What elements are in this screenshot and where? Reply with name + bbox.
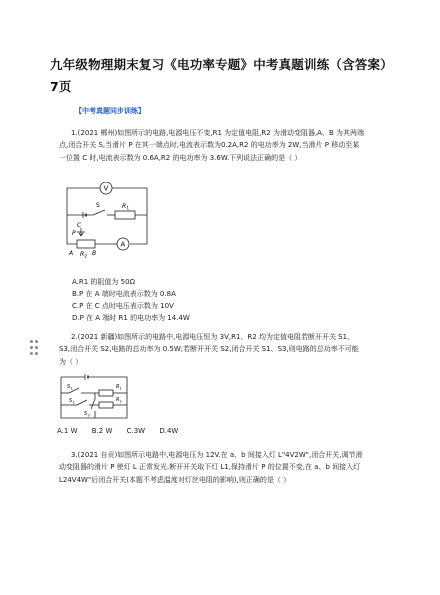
q1-r1-sub: 1 (126, 205, 130, 211)
q2-circuit-diagram (55, 373, 135, 423)
q2-s1-label: S (67, 384, 71, 390)
q1-r1-label: R (122, 203, 127, 210)
q1-voltmeter-label: V (103, 184, 109, 193)
section-label: 【中考真题同步训练】 (75, 107, 145, 115)
q1-a-end-label: A (69, 250, 74, 257)
q1-r2-label: R (80, 251, 85, 258)
q2-s2-label: S (69, 398, 73, 404)
q1-option-c: C.P 在 C 点时电压表示数为 10V (72, 302, 174, 310)
q2-option-d: D.4W (159, 427, 179, 435)
drag-handle-icon[interactable] (30, 340, 40, 356)
question-1-text: 1.(2021 郴州)如图所示的电路,电源电压不变,R1 为定值电阻,R2 为滑动变阻器,A、B 为其两端点,闭合开关 S,当滑片 P 在其一端点时,电流表示数为0.2A,R2 的电功率为 2W,当滑片 P 移动至某一位置 C 时,电流表示数为 0.6A,R2 的电功率为 3.6W.下列说法正确的是（ ） (59, 129, 364, 162)
q2-s3-label: S (84, 411, 88, 417)
q2-s3-sub: 3 (87, 413, 90, 418)
q1-c-label: C (77, 222, 82, 229)
q1-switch-label: S (96, 202, 100, 209)
q2-option-b: B.2 W (91, 427, 113, 435)
q1-circuit-diagram (55, 182, 165, 260)
q1-option-d: D.P 在 A 端时 R1 的电功率为 14.4W (72, 314, 190, 322)
question-1-options (72, 276, 190, 324)
question-3-text: 3.(2021 自贡)如图所示电路中,电源电压为 12V.在 a、b 间接入灯 L"4V2W",闭合开关,调节滑动变阻器的滑片 P 使灯 L 正常发光.断开开关取下灯 L1,保持滑片 P 的位置不变,在 a、b 间接入灯 L24V4W"后闭合开关(本题不考虑温度对灯丝电阻的影响),则正确的是（ ） (59, 451, 363, 484)
q1-ammeter-label: A (120, 240, 126, 249)
question-2-options (57, 427, 190, 435)
q2-r2-sub: 2 (119, 399, 122, 404)
question-2-text: 2.(2021 新疆)如图所示的电路中,电源电压恒为 3V,R1、R2 均为定值电阻若断开开关 S1、S3,闭合开关 S2,电路的总功率为 0.5W;若断开开关 S2,闭合开关 S1、S3,则电路的总功率不可能为（ ） (59, 333, 359, 366)
q2-r2-label: R (116, 397, 120, 403)
q1-p-label: P (72, 230, 76, 237)
q2-option-c: C.3W (126, 427, 146, 435)
q1-option-a: A.R1 的阻值为 50Ω (72, 278, 135, 286)
q2-option-a: A.1 W (57, 427, 78, 435)
q1-r2-sub: 2 (84, 253, 88, 259)
document-title: 九年级物理期末复习《电功率专题》中考真题训练（含答案）7页 (50, 57, 387, 94)
q1-b-end-label: B (92, 250, 97, 257)
q1-option-b: B.P 在 A 端时电流表示数为 0.8A (72, 290, 176, 298)
q2-r1-label: R (116, 384, 120, 390)
q2-r1-sub: 1 (119, 386, 122, 391)
q2-s2-sub: 2 (72, 400, 75, 405)
q2-s1-sub: 1 (70, 386, 73, 391)
